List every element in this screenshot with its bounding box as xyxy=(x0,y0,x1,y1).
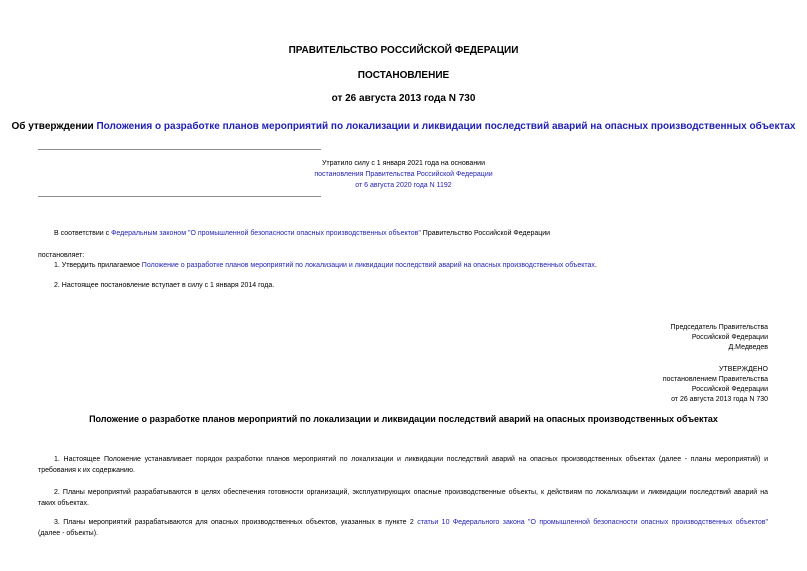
approved-line-4: от 26 августа 2013 года N 730 xyxy=(671,396,768,403)
expiry-decree-date-link[interactable]: от 6 августа 2020 года N 1192 xyxy=(355,182,452,189)
decree-item-1 xyxy=(54,260,794,272)
regulation-p2-line2: таких объектах. xyxy=(38,500,89,507)
item1-pre: 1. Утвердить прилагаемое xyxy=(54,262,142,269)
approved-regulation-link[interactable]: Положение о разработке планов мероприятий по локализации и ликвидации последствий аварий на опасных производственных объектах xyxy=(141,262,595,269)
preamble-post: Правительство Российской Федерации xyxy=(420,230,551,237)
decree-item-2: 2. Настоящее постановление вступает в силу с 1 января 2014 года. xyxy=(54,282,275,289)
federal-law-link[interactable]: Федеральным законом "О промышленной безопасности опасных производственных объектов" xyxy=(111,230,421,237)
signature-line-1: Председатель Правительства xyxy=(670,324,768,331)
approved-line-1: УТВЕРЖДЕНО xyxy=(718,366,768,373)
government-name: ПРАВИТЕЛЬСТВО РОССИЙСКОЙ ФЕДЕРАЦИИ xyxy=(288,45,519,56)
regulation-title: Положение о разработке планов мероприятий по локализации и ликвидации последствий аварий на опасных производственных объектах xyxy=(89,414,718,424)
regulation-p3-line2: (далее - объекты). xyxy=(38,530,98,537)
approval-block xyxy=(500,365,768,405)
expiry-line-1: Утратило силу с 1 января 2021 года на основании xyxy=(321,160,486,167)
article-10-link[interactable]: статьи 10 Федерального закона xyxy=(417,519,525,526)
signature-line-3: Д.Медведев xyxy=(728,344,768,351)
title-prefix: Об утверждении xyxy=(11,121,97,132)
approved-line-2: постановлением Правительства xyxy=(662,376,768,383)
item1-post: . xyxy=(594,262,597,269)
signature-block xyxy=(500,323,768,353)
regulation-p1-line1: 1. Настоящее Положение устанавливает порядок разработки планов мероприятий по локализации и ликвидации последствий аварий на опасных производственных объектах (далее - планы мероприятий) и xyxy=(54,456,768,463)
expiry-decree-link[interactable]: постановления Правительства Российской Федерации xyxy=(314,171,493,178)
regulation-p3-line1 xyxy=(54,517,768,529)
document-title xyxy=(0,121,807,132)
resolves-label: постановляет: xyxy=(38,252,85,259)
signature-line-2: Российской Федерации xyxy=(691,334,768,341)
top-divider xyxy=(38,149,321,150)
preamble xyxy=(54,228,784,240)
title-regulation-link[interactable]: Положения о разработке планов мероприятий по локализации и ликвидации последствий аварий на опасных производственных объектах xyxy=(96,121,796,132)
document-date-number: от 26 августа 2013 года N 730 xyxy=(331,93,476,104)
regulation-p1-line2: требования к их содержанию. xyxy=(38,467,135,474)
p3-pre: 3. Планы мероприятий разрабатываются для опасных производственных объектов, указанных в пункте 2 xyxy=(54,519,418,526)
industrial-safety-law-link[interactable]: "О промышленной безопасности опасных производственных объектов" xyxy=(528,519,768,526)
regulation-p2-line1: 2. Планы мероприятий разрабатываются в целях обеспечения готовности организаций, эксплуатирующих опасные производственные объекты, к действиям по локализации и ликвидации последствий аварий на xyxy=(54,489,768,496)
bottom-divider xyxy=(38,196,321,197)
approved-line-3: Российской Федерации xyxy=(691,386,768,393)
expiry-note xyxy=(300,159,507,190)
document-type: ПОСТАНОВЛЕНИЕ xyxy=(357,70,450,81)
preamble-pre: В соответствии с xyxy=(54,230,112,237)
